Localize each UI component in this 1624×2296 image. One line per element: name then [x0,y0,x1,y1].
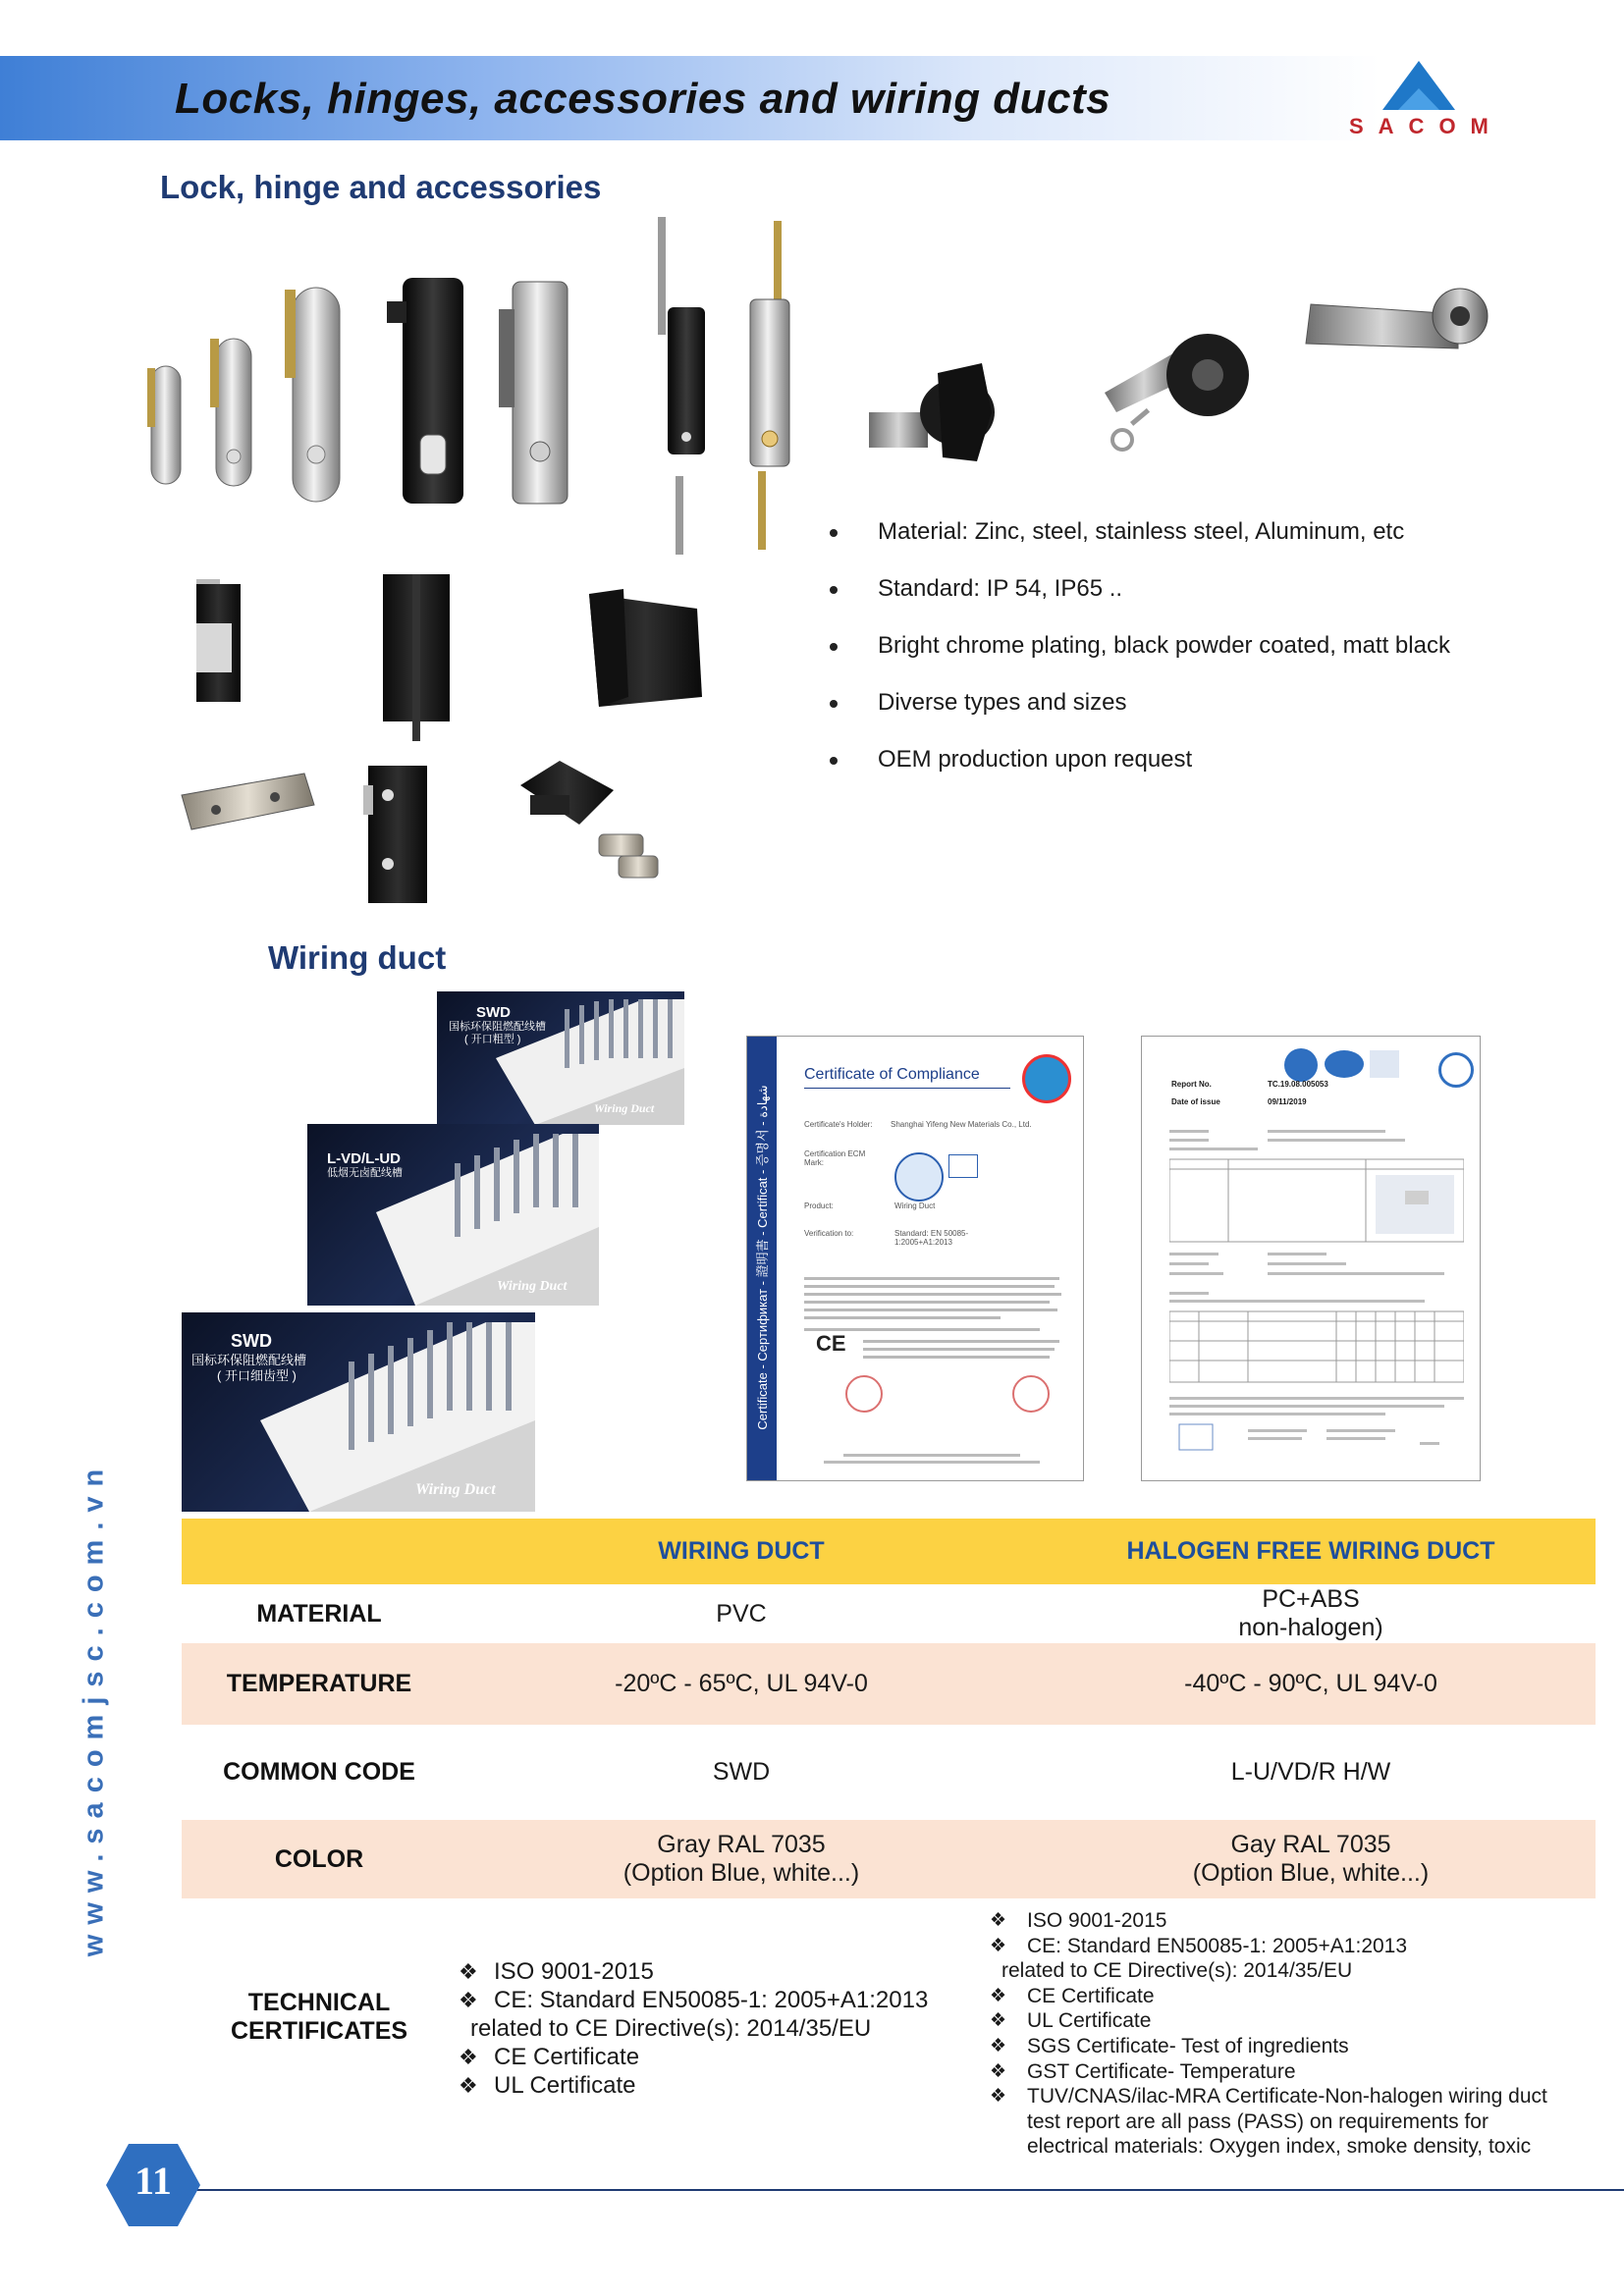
ce-mark: CE [816,1331,846,1356]
cell-wiring-material [457,1584,1026,1643]
header-cell-wiring-duct: WIRING DUCT [658,1537,825,1565]
duct-caption: Wiring Duct [497,1279,568,1294]
cam-locks-image [859,265,1537,510]
certificate-text: GST Certificate- Temperature [1027,2059,1296,2083]
bullet-diamond-icon: ❖ [459,2073,478,2098]
bullet-diamond-icon: ❖ [990,2035,1007,2056]
product-label: Product: [804,1201,834,1210]
certificate-text: ISO 9001-2015 [1027,1909,1167,1932]
certificate-text: TUV/CNAS/ilac-MRA Certificate-Non-halogen wiring duct [1027,2085,1547,2109]
bullet-diamond-icon: ❖ [990,1910,1007,1931]
cell-text: non-halogen) [1238,1614,1383,1641]
report-no: TC.19.08.005053 [1268,1080,1328,1089]
table-row-temperature [182,1643,1596,1725]
table-header-row [182,1519,1596,1584]
duct-code: SWD [231,1331,272,1351]
duct-subtitle: ( 开口粗型 ) [464,1034,521,1045]
duct-caption: Wiring Duct [594,1101,655,1115]
verification-value: Standard: EN 50085-1:2005+A1:2013 [894,1229,969,1247]
section-title-locks: Lock, hinge and accessories [160,169,602,205]
feature-item: Diverse types and sizes [825,691,1551,748]
certificate-text: test report are all pass (PASS) on requirements for [1027,2109,1489,2133]
certificate-text: CE Certificate [494,2044,640,2070]
certificate-item [990,1958,1547,1984]
certificate-item [990,1934,1547,1959]
cell-halogen-color [1026,1820,1596,1898]
duct-subtitle: ( 开口细齿型 ) [217,1368,297,1383]
certificate-item [990,1984,1547,2009]
ilac-mra-logo-icon [1284,1048,1318,1082]
holder-label: Certificate's Holder: [804,1120,873,1129]
certificate-text: related to CE Directive(s): 2014/35/EU [1001,1959,1353,1983]
certificate-item [459,2014,928,2043]
date-value: 09/11/2019 [1268,1097,1307,1106]
section-title-wiring-duct: Wiring duct [268,939,447,976]
holder-value: Shanghai Yifeng New Materials Co., Ltd. [891,1120,1032,1129]
ecm-type-icon [948,1154,978,1178]
bullet-diamond-icon: ❖ [459,1959,478,1984]
table-row-common-code [182,1725,1596,1820]
table-row-material [182,1584,1596,1643]
bullet-diamond-icon: ❖ [459,1988,478,2012]
certificate-text: UL Certificate [1027,2009,1152,2033]
duct-subtitle: 国标环保阻燃配线槽 [191,1353,307,1367]
certificate-item [459,1957,928,1986]
certificate-item [990,2109,1547,2135]
duct-subtitle: 低烟无卤配线槽 [327,1167,403,1179]
row-label-certificates [182,1887,457,2147]
page-title: Locks, hinges, accessories and wiring ducts [175,75,1111,123]
certificate-item [459,1986,928,2014]
product-value: Wiring Duct [894,1201,936,1210]
cell-text: PC+ABS [1262,1585,1360,1613]
duct-code: L-VD/L-UD [327,1150,401,1167]
certificate-item [990,1908,1547,1934]
certificate-item [459,2043,928,2071]
bullet-diamond-icon: ❖ [990,1985,1007,2006]
lock-handles-image [137,211,844,555]
cell-text: (Option Blue, white...) [623,1859,860,1887]
certificate-text: UL Certificate [494,2072,636,2099]
ecm-seal-icon [1022,1054,1071,1103]
feature-list [825,520,1551,805]
certificate-text: electrical materials: Oxygen index, smoke density, toxic [1027,2135,1532,2159]
row-label-line: TECHNICAL [247,1988,391,2016]
certificate-text: ISO 9001-2015 [494,1958,654,1985]
cell-text: Gray RAL 7035 [657,1831,826,1858]
tuv-logo-icon [1438,1052,1474,1088]
header-cell-halogen-free: HALOGEN FREE WIRING DUCT [1126,1537,1495,1565]
row-label: TEMPERATURE [226,1670,412,1697]
row-label: COLOR [274,1844,364,1873]
verification-label: Verification to: [804,1229,854,1238]
bullet-diamond-icon: ❖ [990,2086,1007,2108]
feature-item: OEM production upon request [825,748,1551,805]
website-text[interactable]: www.sacomjsc.com.vn [78,1459,110,1957]
duct-illustration [496,999,684,1125]
cell-halogen-code [1026,1725,1596,1820]
cell-text: SWD [712,1758,771,1786]
page-number: 11 [135,2159,172,2203]
duct-subtitle: 国标环保阻燃配线槽 [449,1021,546,1033]
certificates-halogen-list [990,1908,1547,2160]
feature-item: Standard: IP 54, IP65 .. [825,577,1551,634]
header-cell [182,1519,457,1584]
test-report-image [1141,1036,1481,1481]
mark-label: Certification ECM Mark: [804,1149,866,1167]
wiring-duct-photo [182,1312,535,1512]
cell-halogen-material [1026,1584,1596,1643]
test-report-body [1169,1130,1464,1468]
brand-name: SACOM [1349,114,1503,138]
cell-text: -40ºC - 90ºC, UL 94V-0 [1184,1670,1437,1697]
website-vertical-text [75,1453,114,1963]
certificate-footer-text [804,1454,1059,1468]
wiring-duct-photo [437,991,684,1125]
cell-text: PVC [716,1599,767,1628]
duct-caption: Wiring Duct [415,1481,496,1498]
cell-text: L-U/VD/R H/W [1230,1758,1391,1786]
cell-text: (Option Blue, white...) [1192,1859,1430,1887]
row-label: COMMON CODE [223,1758,415,1786]
certificate-text: CE: Standard EN50085-1: 2005+A1:2013 [1027,1934,1408,1957]
wiring-duct-photo [307,1124,599,1306]
certificate-text: CE Certificate [1027,1984,1155,2007]
stamp-icon [1012,1375,1050,1413]
cell-wiring-code [457,1725,1026,1820]
bullet-diamond-icon: ❖ [990,2060,1007,2082]
certificates-wiring-list [459,1957,928,2100]
certificate-item [459,2071,928,2100]
certificate-text: CE: Standard EN50085-1: 2005+A1:2013 [494,1987,929,2013]
certificate-item [990,2059,1547,2085]
certificate-item [990,2008,1547,2034]
date-label: Date of issue [1171,1097,1220,1106]
ecm-certificate-image [746,1036,1084,1481]
feature-item: Bright chrome plating, black powder coated, matt black [825,634,1551,691]
cell-text: Gay RAL 7035 [1230,1831,1391,1858]
certificate-item [990,2084,1547,2109]
row-label: MATERIAL [256,1599,382,1628]
bullet-diamond-icon: ❖ [990,1935,1007,1956]
feature-item: Material: Zinc, steel, stainless steel, Aluminum, etc [825,520,1551,577]
certificate-text: SGS Certificate- Test of ingredients [1027,2034,1349,2057]
certificate-item [990,2134,1547,2160]
cnas-logo-icon [1325,1050,1364,1078]
bullet-diamond-icon: ❖ [990,2010,1007,2032]
cell-wiring-color [457,1820,1026,1898]
bullet-diamond-icon: ❖ [459,2045,478,2069]
report-no-label: Report No. [1171,1080,1212,1089]
certificate-title: Certificate of Compliance [804,1066,980,1083]
stamp-icon [845,1375,883,1413]
cell-text: -20ºC - 65ºC, UL 94V-0 [615,1670,868,1697]
divider [804,1088,1010,1089]
ecm-mark-icon [894,1152,944,1201]
row-label-line: CERTIFICATES [230,2016,408,2045]
certificate-side-text: Certificate - Сертификат - 證明書 - Certificat - 증명서 - شهادة [755,1085,770,1430]
lab-logo-icon [1370,1050,1399,1078]
cell-wiring-temperature [457,1643,1026,1725]
table-row-certificates [182,1898,1596,2159]
certificate-item [990,2034,1547,2059]
footer-line [196,2189,1624,2191]
hinges-image [167,550,727,913]
duct-code: SWD [476,1004,511,1021]
cell-halogen-temperature [1026,1643,1596,1725]
certificate-text: related to CE Directive(s): 2014/35/EU [470,2015,872,2042]
